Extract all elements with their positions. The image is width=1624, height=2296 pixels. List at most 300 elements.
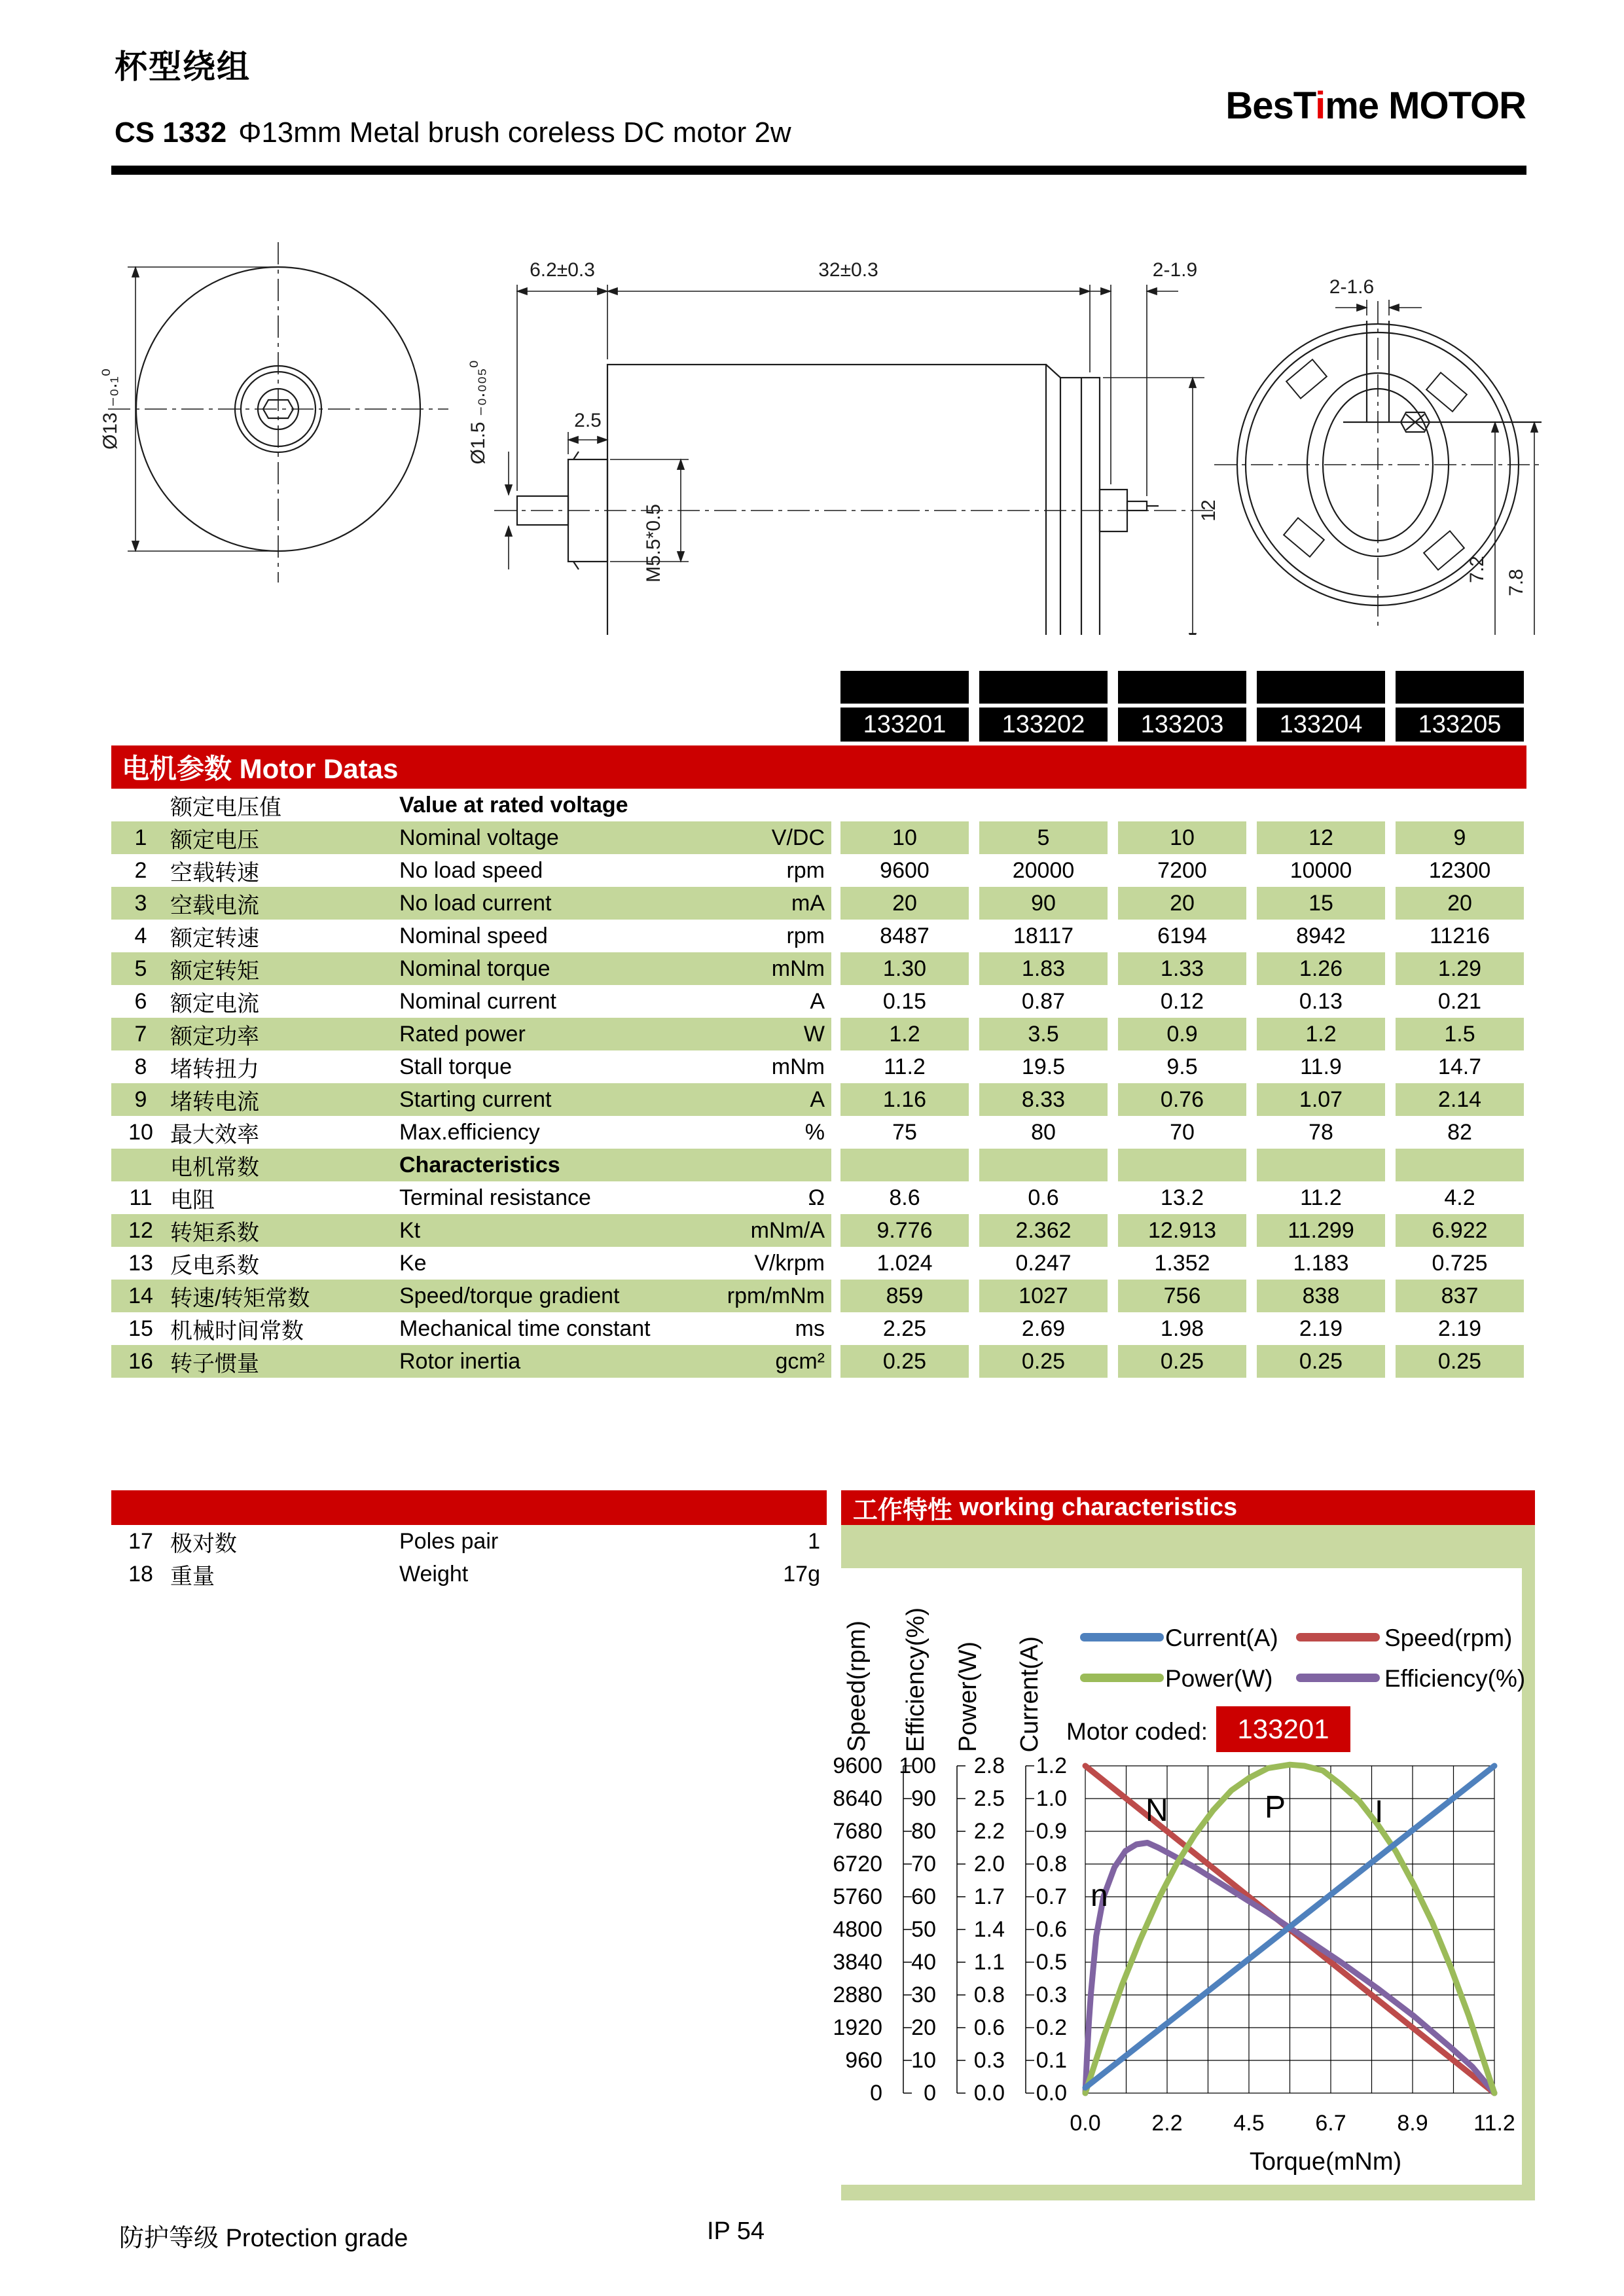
y-tick-column (874, 1749, 936, 2109)
working-characteristics-panel (831, 1490, 1535, 2200)
y-tick-label: 0.3 (1036, 1982, 1067, 2007)
y-tick-label: 70 (911, 1852, 936, 1876)
axis-title-efficiency: Efficiency(%) (902, 1607, 929, 1752)
value-cell (979, 1149, 1108, 1181)
row-name-cn: 堵转扭力 (170, 1056, 259, 1082)
value-cell: 1.024 (840, 1247, 969, 1280)
model-number-cell: 133205 (1396, 708, 1524, 742)
row-unit: gcm² (775, 1348, 825, 1374)
dim-shaft-diameter: Ø1.5 ₋₀.₀₀₅⁰ (467, 360, 489, 465)
y-tick-column (1005, 1749, 1067, 2109)
row-name-en: Rated power (399, 1021, 526, 1047)
row-number: 18 (128, 1561, 153, 1587)
value-cell: 1.98 (1118, 1312, 1246, 1345)
value-cell: 11.2 (840, 1050, 969, 1083)
row-unit: V/krpm (754, 1250, 825, 1276)
row-number: 12 (128, 1217, 153, 1243)
row-name-cn: 额定电流 (170, 991, 259, 1016)
value-cell: 1.33 (1118, 952, 1246, 985)
y-tick-label: 7680 (833, 1819, 882, 1844)
table-row (111, 1083, 1526, 1116)
row-unit: rpm (786, 923, 825, 948)
row-unit: A (810, 1086, 825, 1112)
axis-title-speed: Speed(rpm) (843, 1621, 871, 1752)
y-tick-label: 1.1 (973, 1950, 1005, 1975)
row-name-cn: 电机常数 (170, 1155, 259, 1180)
row-name-en: Nominal current (399, 988, 556, 1014)
value-cell: 1.352 (1118, 1247, 1246, 1280)
row-number: 5 (134, 956, 147, 981)
row-name-en: Terminal resistance (399, 1185, 591, 1210)
model-number-cell: 133201 (840, 708, 969, 742)
row-label-cell (111, 1312, 831, 1345)
value-cell: 19.5 (979, 1050, 1108, 1083)
model-header-blank-cell (979, 671, 1108, 704)
value-cell: 5 (979, 821, 1108, 854)
row-number: 8 (134, 1054, 147, 1079)
value-cell: 11216 (1396, 920, 1524, 952)
lower-table-row (111, 1558, 827, 1590)
model-description: Φ13mm Metal brush coreless DC motor 2w (238, 117, 791, 149)
y-tick-label: 0.8 (973, 1982, 1005, 2007)
row-number: 17 (128, 1528, 153, 1554)
y-tick-label: 20 (911, 2015, 936, 2040)
table-row (111, 1214, 1526, 1247)
value-cell: 2.25 (840, 1312, 969, 1345)
model-code: CS 1332 (115, 117, 227, 149)
table-section-row (111, 1149, 1526, 1181)
row-name-cn: 额定功率 (170, 1024, 259, 1049)
value-cell: 9600 (840, 854, 969, 887)
value-cell: 20000 (979, 854, 1108, 887)
row-name-cn: 反电系数 (170, 1253, 259, 1278)
value-cell: 11.2 (1257, 1181, 1385, 1214)
banner-red-cell (969, 745, 1097, 789)
value-cell: 20 (1118, 887, 1246, 920)
working-banner-en: working characteristics (959, 1494, 1238, 1521)
y-tick-label: 50 (911, 1917, 936, 1942)
working-banner-cn: 工作特性 (853, 1497, 953, 1524)
protection-grade-value: IP 54 (707, 2217, 765, 2245)
model-header-blank-cell (1118, 671, 1246, 704)
model-header-row (111, 708, 1526, 742)
row-value: 17g (783, 1561, 820, 1587)
row-name-en: Rotor inertia (399, 1348, 521, 1374)
row-label-cell (111, 920, 831, 952)
table-row (111, 1247, 1526, 1280)
y-tick-label: 1920 (833, 2015, 882, 2040)
value-cell: 756 (1118, 1280, 1246, 1312)
value-cell: 0.25 (1118, 1345, 1246, 1378)
y-tick-column (820, 1749, 882, 2109)
model-number-cell: 133202 (979, 708, 1108, 742)
value-cell: 8942 (1257, 920, 1385, 952)
value-cell: 0.25 (979, 1345, 1108, 1378)
x-axis-label: Torque(mNm) (1249, 2148, 1402, 2176)
motor-datas-banner (111, 745, 1526, 789)
row-label-cell (111, 1083, 831, 1116)
value-cell: 11.299 (1257, 1214, 1385, 1247)
row-number: 1 (134, 825, 147, 850)
value-cell: 3.5 (979, 1018, 1108, 1050)
row-name-cn: 转矩系数 (170, 1220, 259, 1246)
value-cell: 1.07 (1257, 1083, 1385, 1116)
motor-data-table (111, 671, 1526, 1378)
x-tick-label: 11.2 (1473, 2111, 1515, 2136)
row-unit: mA (791, 890, 825, 916)
row-number: 13 (128, 1250, 153, 1276)
row-label-cell (111, 1018, 831, 1050)
row-label-cell (111, 1149, 831, 1181)
y-tick-label: 0.0 (1036, 2081, 1067, 2106)
row-name-cn: 转子惯量 (170, 1351, 259, 1376)
value-cell: 0.15 (840, 985, 969, 1018)
x-tick-label: 2.2 (1151, 2111, 1183, 2136)
table-row (111, 952, 1526, 985)
legend-label: Power(W) (1165, 1665, 1273, 1692)
row-name-en: Value at rated voltage (399, 792, 628, 817)
y-tick-label: 60 (911, 1884, 936, 1909)
x-tick-label: 8.9 (1397, 2111, 1428, 2136)
y-tick-label: 2.8 (973, 1753, 1005, 1778)
value-cell: 11.9 (1257, 1050, 1385, 1083)
curve-letter-I: I (1375, 1795, 1384, 1829)
lower-table-row (111, 1525, 827, 1558)
y-tick-column (943, 1749, 1005, 2109)
row-name-cn: 极对数 (170, 1531, 237, 1556)
dim-shaft-length: 6.2±0.3 (530, 259, 595, 281)
value-cell: 2.19 (1257, 1312, 1385, 1345)
y-tick-label: 30 (911, 1982, 936, 2007)
table-row (111, 821, 1526, 854)
y-tick-label: 1.7 (973, 1884, 1005, 1909)
row-unit: mNm (771, 1054, 825, 1079)
model-header-blank-cell (1396, 671, 1524, 704)
row-name-en: Stall torque (399, 1054, 512, 1079)
table-row (111, 920, 1526, 952)
value-cell: 838 (1257, 1280, 1385, 1312)
row-unit: mNm (771, 956, 825, 981)
side-body (607, 365, 1046, 635)
value-cell: 90 (979, 887, 1108, 920)
table-section-row (111, 789, 1526, 821)
row-number: 2 (134, 857, 147, 883)
value-cell: 0.25 (840, 1345, 969, 1378)
row-name-cn: 转速/转矩常数 (170, 1285, 310, 1311)
table-row (111, 1345, 1526, 1378)
dim-body-length: 32±0.3 (818, 259, 878, 281)
row-name-cn: 电阻 (170, 1187, 215, 1213)
table-row (111, 1018, 1526, 1050)
value-cell: 1.83 (979, 952, 1108, 985)
row-unit: Ω (808, 1185, 825, 1210)
value-cell: 8.6 (840, 1181, 969, 1214)
row-label-cell (111, 1181, 831, 1214)
row-name-en: No load current (399, 890, 552, 916)
y-tick-label: 1.2 (1036, 1753, 1067, 1778)
legend-label: Efficiency(%) (1384, 1665, 1526, 1692)
value-cell: 7200 (1118, 854, 1246, 887)
header-divider (111, 166, 1526, 175)
y-tick-label: 80 (911, 1819, 936, 1844)
y-tick-label: 0.7 (1036, 1884, 1067, 1909)
value-cell: 12.913 (1118, 1214, 1246, 1247)
dim-front-diameter: Ø13 ₋₀.₁⁰ (99, 368, 121, 450)
row-name-en: No load speed (399, 857, 543, 883)
row-name-cn: 额定电压值 (170, 795, 281, 820)
dim-terminal-right: 2-1.9 (1152, 259, 1198, 281)
y-tick-label: 8640 (833, 1786, 882, 1811)
row-name-en: Max.efficiency (399, 1119, 540, 1145)
value-cell: 0.87 (979, 985, 1108, 1018)
row-name-en: Nominal torque (399, 956, 550, 981)
value-cell: 859 (840, 1280, 969, 1312)
row-number: 14 (128, 1283, 153, 1308)
row-name-en: Speed/torque gradient (399, 1283, 620, 1308)
table-row (111, 1050, 1526, 1083)
value-cell (840, 1149, 969, 1181)
row-number: 4 (134, 923, 147, 948)
dim-pitch-1: 7.2 (1466, 556, 1488, 583)
value-cell: 1.29 (1396, 952, 1524, 985)
row-name-en: Mechanical time constant (399, 1316, 651, 1341)
lower-red-banner (111, 1490, 827, 1525)
row-name-cn: 额定转速 (170, 925, 259, 951)
row-name-cn: 堵转电流 (170, 1089, 259, 1115)
value-cell: 15 (1257, 887, 1385, 920)
lower-table (111, 1490, 827, 1590)
banner-red-cell (1385, 745, 1513, 789)
y-tick-label: 2880 (833, 1982, 882, 2007)
value-cell: 1.2 (1257, 1018, 1385, 1050)
row-label-cell (111, 1247, 831, 1280)
row-value: 1 (808, 1528, 820, 1554)
y-tick-label: 0.3 (973, 2048, 1005, 2073)
value-cell: 837 (1396, 1280, 1524, 1312)
row-number: 6 (134, 988, 147, 1014)
banner-red-cell (1108, 745, 1236, 789)
dim-thread: M5.5*0.5 (643, 503, 664, 583)
y-tick-label: 40 (911, 1950, 936, 1975)
value-cell: 6.922 (1396, 1214, 1524, 1247)
axis-title-power: Power(W) (954, 1641, 982, 1752)
row-label-cell (111, 952, 831, 985)
dim-boss-length: 2.5 (574, 410, 602, 431)
value-cell: 10000 (1257, 854, 1385, 887)
row-number: 9 (134, 1086, 147, 1112)
y-tick-label: 0.5 (1036, 1950, 1067, 1975)
technical-drawing (92, 216, 1571, 638)
y-tick-label: 0 (924, 2081, 936, 2106)
value-cell: 0.6 (979, 1181, 1108, 1214)
value-cell: 9.776 (840, 1214, 969, 1247)
row-label-cell (111, 854, 831, 887)
value-cell: 2.362 (979, 1214, 1108, 1247)
value-cell: 0.25 (1396, 1345, 1524, 1378)
row-label-cell (111, 1116, 831, 1149)
protection-grade-en: Protection grade (225, 2225, 408, 2252)
row-unit: ms (795, 1316, 825, 1341)
row-number: 7 (134, 1021, 147, 1047)
value-cell: 0.12 (1118, 985, 1246, 1018)
value-cell: 0.76 (1118, 1083, 1246, 1116)
value-cell: 20 (1396, 887, 1524, 920)
x-tick-label: 6.7 (1315, 2111, 1346, 2136)
row-name-cn: 空载转速 (170, 860, 259, 886)
value-cell (1257, 1149, 1385, 1181)
y-tick-label: 2.2 (973, 1819, 1005, 1844)
y-tick-label: 100 (899, 1753, 936, 1778)
value-cell (1396, 1149, 1524, 1181)
model-header-blank-row (111, 671, 1526, 704)
legend-label: Current(A) (1165, 1624, 1278, 1651)
y-tick-label: 6720 (833, 1852, 882, 1876)
row-label-cell (111, 1345, 831, 1378)
row-label-cell (111, 1214, 831, 1247)
value-cell: 10 (840, 821, 969, 854)
y-tick-label: 2.5 (973, 1786, 1005, 1811)
value-cell: 75 (840, 1116, 969, 1149)
row-label-cell (111, 789, 831, 821)
value-cell: 1.183 (1257, 1247, 1385, 1280)
table-row (111, 887, 1526, 920)
value-cell: 6194 (1118, 920, 1246, 952)
y-tick-label: 5760 (833, 1884, 882, 1909)
table-row (111, 985, 1526, 1018)
x-tick-label: 4.5 (1233, 2111, 1265, 2136)
row-name-cn: 重量 (170, 1564, 215, 1589)
y-tick-label: 960 (845, 2048, 882, 2073)
value-cell: 4.2 (1396, 1181, 1524, 1214)
row-unit: W (803, 1021, 825, 1047)
banner-red-cell (830, 745, 958, 789)
y-tick-label: 3840 (833, 1950, 882, 1975)
row-name-cn: 额定转矩 (170, 958, 259, 984)
table-row (111, 1116, 1526, 1149)
y-tick-label: 0.2 (1036, 2015, 1067, 2040)
y-tick-label: 10 (911, 2048, 936, 2073)
row-name-en: Starting current (399, 1086, 552, 1112)
row-number: 16 (128, 1348, 153, 1374)
motor-coded-label: Motor coded: (1066, 1718, 1208, 1745)
row-name-en: Ke (399, 1250, 427, 1276)
y-tick-label: 4800 (833, 1917, 882, 1942)
legend-label: Speed(rpm) (1384, 1624, 1513, 1651)
model-number-cell: 133204 (1257, 708, 1385, 742)
value-cell: 0.25 (1257, 1345, 1385, 1378)
table-row (111, 1181, 1526, 1214)
value-cell: 2.19 (1396, 1312, 1524, 1345)
drawing-svg (92, 216, 1571, 635)
motor-coded-value: 133201 (1216, 1706, 1350, 1752)
model-number-cell: 133203 (1118, 708, 1246, 742)
y-tick-label: 0.8 (1036, 1852, 1067, 1876)
y-tick-label: 0.6 (1036, 1917, 1067, 1942)
y-tick-label: 2.0 (973, 1852, 1005, 1876)
y-tick-label: 1.0 (1036, 1786, 1067, 1811)
row-name-en: Nominal speed (399, 923, 548, 948)
row-number: 3 (134, 890, 147, 916)
axis-title-current: Current(A) (1016, 1636, 1043, 1752)
logo-part2: me MOTOR (1325, 84, 1526, 127)
value-cell: 8487 (840, 920, 969, 952)
row-unit: A (810, 988, 825, 1014)
dim-cap-height: 12 (1198, 499, 1219, 522)
curve-letter-P: P (1265, 1790, 1286, 1825)
model-header-blank-cell (1257, 671, 1385, 704)
row-unit: mNm/A (750, 1217, 825, 1243)
row-label-cell (111, 887, 831, 920)
dim-rear-terminal: 2-1.6 (1329, 276, 1375, 298)
row-label-cell (111, 821, 831, 854)
row-label-cell (111, 1050, 831, 1083)
row-name-en: Kt (399, 1217, 421, 1243)
row-unit: rpm/mNm (727, 1283, 825, 1308)
y-tick-label: 0.6 (973, 2015, 1005, 2040)
row-name-en: Weight (399, 1561, 469, 1587)
banner-red-cell (1246, 745, 1375, 789)
protection-grade-label (119, 2217, 408, 2253)
table-row (111, 1312, 1526, 1345)
page-title-cn: 杯型绕组 (115, 48, 251, 85)
row-name-cn: 额定电压 (170, 827, 259, 853)
row-number: 11 (129, 1185, 153, 1210)
row-name-cn: 最大效率 (170, 1122, 259, 1147)
row-number: 10 (128, 1119, 153, 1145)
row-name-cn: 空载电流 (170, 893, 259, 918)
value-cell: 1.5 (1396, 1018, 1524, 1050)
y-tick-label: 0.1 (1036, 2048, 1067, 2073)
row-label-cell (111, 985, 831, 1018)
value-cell: 12300 (1396, 854, 1524, 887)
value-cell (1118, 1149, 1246, 1181)
value-cell: 0.21 (1396, 985, 1524, 1018)
value-cell: 20 (840, 887, 969, 920)
value-cell: 0.247 (979, 1247, 1108, 1280)
value-cell: 18117 (979, 920, 1108, 952)
value-cell: 70 (1118, 1116, 1246, 1149)
value-cell: 1.26 (1257, 952, 1385, 985)
row-unit: V/DC (771, 825, 825, 850)
value-cell: 80 (979, 1116, 1108, 1149)
value-cell: 13.2 (1118, 1181, 1246, 1214)
motor-datas-banner-label: 电机参数 Motor Datas (122, 753, 399, 784)
value-cell: 10 (1118, 821, 1246, 854)
value-cell: 8.33 (979, 1083, 1108, 1116)
value-cell: 12 (1257, 821, 1385, 854)
table-row (111, 1280, 1526, 1312)
y-tick-label: 90 (911, 1786, 936, 1811)
curve-letter-n: n (1091, 1878, 1108, 1913)
value-cell: 1027 (979, 1280, 1108, 1312)
value-cell: 1.16 (840, 1083, 969, 1116)
row-number: 15 (128, 1316, 153, 1341)
value-cell: 0.9 (1118, 1018, 1246, 1050)
logo-part1: BesT (1225, 84, 1316, 127)
value-cell: 0.725 (1396, 1247, 1524, 1280)
brand-logo (1225, 84, 1526, 128)
value-cell: 9 (1396, 821, 1524, 854)
row-label-cell (111, 1280, 831, 1312)
protection-grade-cn: 防护等级 (119, 2225, 219, 2252)
x-tick-label: 0.0 (1070, 2111, 1101, 2136)
curve-letter-N: N (1146, 1793, 1168, 1828)
y-tick-label: 1.4 (973, 1917, 1005, 1942)
row-name-en: Characteristics (399, 1152, 560, 1177)
value-cell: 2.14 (1396, 1083, 1524, 1116)
logo-accent: i (1315, 84, 1326, 127)
value-cell: 0.13 (1257, 985, 1385, 1018)
